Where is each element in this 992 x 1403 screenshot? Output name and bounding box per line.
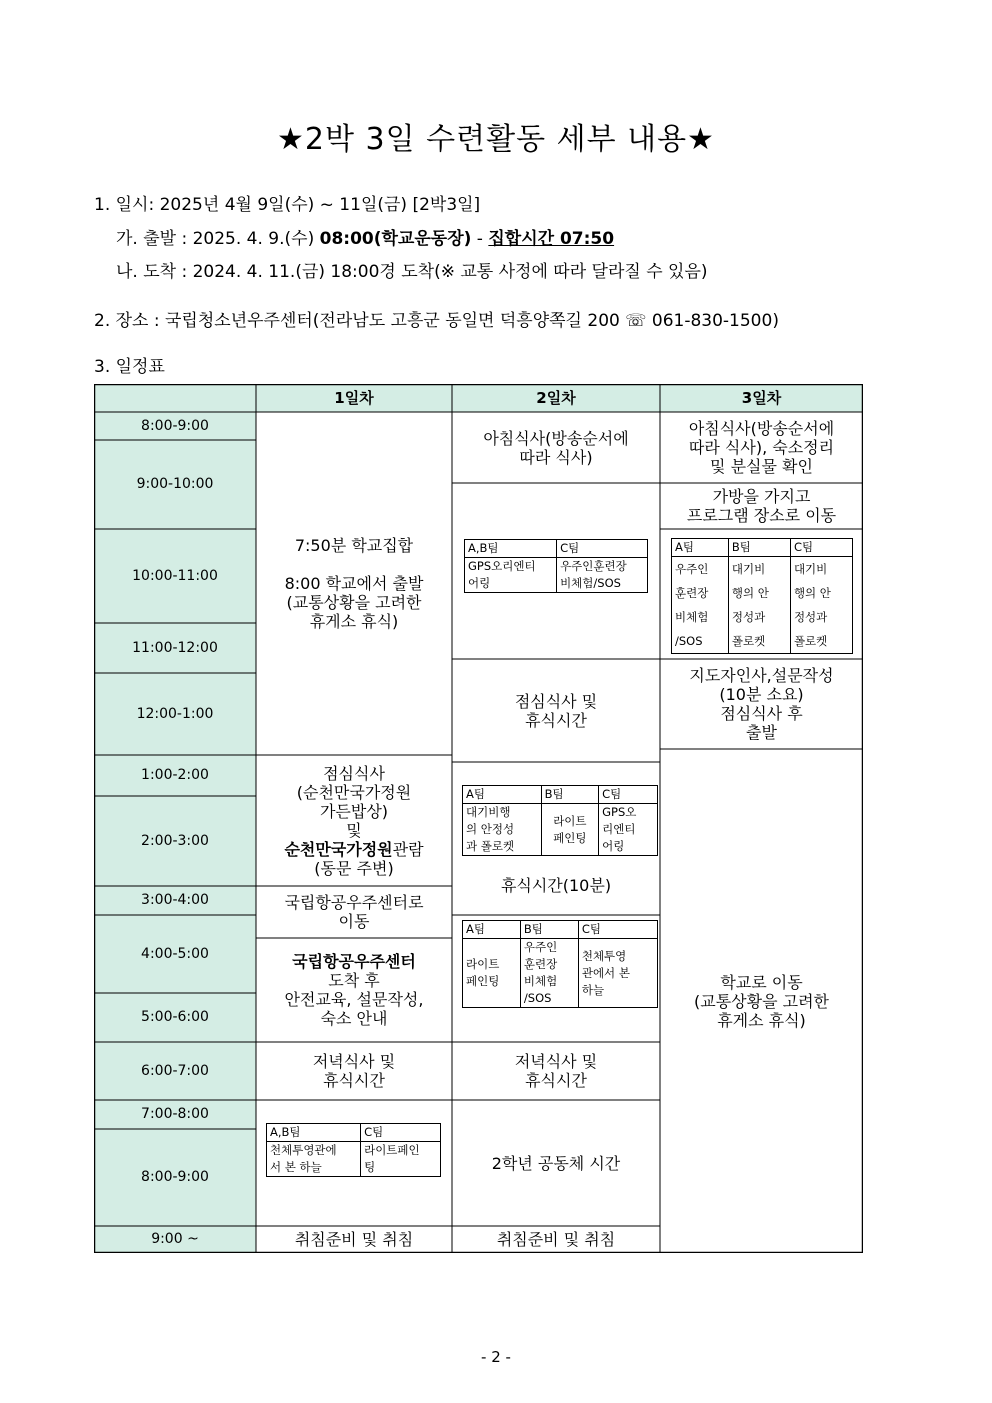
activity-cell — [541, 804, 599, 856]
day3-breakfast-line: 및 분실물 확인 — [710, 457, 813, 476]
activity-line: 하늘 — [581, 982, 605, 997]
page-title: ★2박 3일 수련활동 세부 내용★ — [277, 122, 715, 157]
team-header: C팀 — [790, 539, 852, 557]
day1-arrive-line: 안전교육, 설문작성, — [284, 990, 424, 1009]
activity-line: 훈련장 — [523, 957, 558, 971]
activity-line: 비체험 — [523, 974, 558, 988]
team-header: C팀 — [578, 921, 657, 939]
visit-word: 관람 — [392, 839, 424, 859]
day1-dinner-line: 저녁식사 및 — [312, 1052, 396, 1071]
activity-line: 페인팅 — [553, 830, 587, 845]
day2-afternoon-table2 — [462, 920, 658, 1008]
day2-morning-table — [464, 539, 648, 593]
time-slot: 4:00-5:00 — [141, 945, 209, 962]
activity-line: 관에서 본 — [581, 965, 630, 980]
day3-return-line: 학교로 이동 — [720, 972, 803, 992]
day2-breakfast-line: 아침식사(방송순서에 — [483, 428, 629, 448]
day1-sleep: 취침준비 및 취침 — [294, 1230, 414, 1249]
activity-line: 행의 안 — [731, 586, 769, 600]
date-line: 1. 일시: 2025년 4월 9일(수) ~ 11일(금) [2박3일] — [94, 195, 481, 215]
header-day3: 3일차 — [741, 388, 782, 407]
time-slot: 1:00-2:00 — [141, 767, 209, 783]
time-slot: 3:00-4:00 — [141, 892, 209, 908]
activity-line: 라이트페인 — [364, 1143, 420, 1157]
activity-line: 우주인 — [523, 940, 558, 954]
activity-cell — [557, 558, 648, 593]
day1-dinner-line: 휴식시간 — [323, 1071, 385, 1090]
day1-arrive-line: 도착 후 — [328, 971, 380, 990]
center-name: 국립항공우주센터 — [292, 952, 416, 971]
day3-closing-line: 점심식사 후 — [720, 704, 803, 723]
activity-line: 폴로켓 — [731, 634, 766, 648]
activity-line: 과 폴로켓 — [466, 839, 515, 853]
team-header: C팀 — [361, 1124, 441, 1142]
header-day2: 2일차 — [536, 388, 576, 407]
team-header: A팀 — [463, 921, 521, 939]
time-slot: 8:00-9:00 — [141, 1169, 209, 1185]
activity-cell — [361, 1142, 441, 1177]
day2-dinner — [452, 1042, 660, 1100]
day3-closing-line: (10분 소요) — [719, 685, 804, 704]
activity-line: 의 안정성 — [466, 822, 515, 836]
activity-cell — [465, 558, 557, 593]
activity-line: 페인팅 — [466, 974, 500, 988]
day3-closing-line: 지도자인사,설문작성 — [689, 666, 834, 685]
day3-return-line: (교통상황을 고려한 — [694, 991, 829, 1011]
day1-morning-line: 휴게소 휴식) — [309, 612, 399, 631]
activity-line: 팅 — [364, 1160, 376, 1174]
time-slot: 9:00-10:00 — [136, 476, 214, 492]
activity-line: 천체투영관에 — [270, 1143, 337, 1157]
header-day1: 1일차 — [334, 388, 374, 407]
time-slot: 8:00-9:00 — [141, 417, 209, 434]
day1-arrive-line: 숙소 안내 — [320, 1009, 388, 1028]
time-slot: 11:00-12:00 — [132, 639, 218, 656]
day3-breakfast-line: 따라 식사), 숙소정리 — [688, 438, 835, 457]
activity-line: 정성과 — [731, 610, 766, 624]
activity-line: GPS오리엔티 — [468, 559, 536, 573]
day2-dinner-line: 저녁식사 및 — [514, 1052, 598, 1071]
team-header: B팀 — [728, 539, 790, 557]
day3-move-line: 가방을 가지고 — [712, 487, 811, 506]
day2-break: 휴식시간(10분) — [500, 875, 612, 895]
time-slot: 12:00-1:00 — [136, 705, 214, 722]
day3-closing-line: 출발 — [746, 723, 777, 742]
activity-line: GPS오 — [602, 805, 637, 819]
time-slot: 9:00 ~ — [151, 1231, 199, 1247]
activity-line: 비체험 — [675, 610, 709, 624]
activity-line: 우주인 — [675, 562, 709, 576]
team-header: B팀 — [520, 921, 578, 939]
schedule-table — [94, 384, 863, 1253]
activity-line: 라이트 — [553, 813, 587, 828]
day1-lunch-line: 가든밥상) — [319, 801, 389, 821]
schedule-heading: 3. 일정표 — [94, 357, 165, 377]
depart-prefix: 가. 출발 : 2025. 4. 9.(수) — [116, 229, 320, 249]
activity-line: 폴로켓 — [793, 634, 828, 648]
day1-lunch — [256, 755, 452, 886]
day2-lunch — [452, 659, 660, 762]
day1-morning — [256, 412, 452, 755]
activity-line: 행의 안 — [793, 586, 831, 600]
activity-line: 훈련장 — [675, 586, 709, 600]
team-header: A팀 — [672, 539, 729, 557]
day2-breakfast — [452, 412, 660, 483]
activity-line: /SOS — [675, 634, 703, 648]
team-header: A팀 — [463, 786, 542, 804]
day3-return-line: 휴게소 휴식) — [717, 1010, 806, 1030]
day2-sleep: 취침준비 및 취침 — [496, 1230, 616, 1249]
activity-line: 서 본 하늘 — [270, 1160, 322, 1174]
team-header: C팀 — [557, 540, 648, 558]
activity-line: 어링 — [602, 839, 625, 853]
day3-move-line: 프로그램 장소로 이동 — [686, 506, 837, 525]
garden-name: 순천만국가정원 — [284, 839, 393, 859]
activity-line: 리엔티 — [602, 822, 636, 836]
activity-line: 어링 — [468, 576, 491, 590]
activity-cell — [520, 939, 578, 1008]
meet-time: 집합시간 07:50 — [488, 229, 615, 249]
team-header: B팀 — [541, 786, 599, 804]
day3-closing — [660, 659, 863, 749]
day1-lunch-line: 점심식사 — [323, 763, 385, 783]
day2-breakfast-line: 따라 식사) — [519, 447, 593, 467]
activity-line: /SOS — [523, 991, 552, 1005]
activity-cell — [267, 1142, 361, 1177]
activity-cell — [790, 557, 852, 654]
day3-return — [660, 749, 863, 1253]
activity-cell — [578, 939, 657, 1008]
day2-evening: 2학년 공동체 시간 — [491, 1153, 621, 1173]
activity-line: 대기비 — [731, 562, 766, 576]
place-line: 2. 장소 : 국립청소년우주센터(전라남도 고흥군 동일면 덕흥양쪽길 200 ☏ 061-830-1500) — [94, 311, 779, 331]
day1-lunch-line: (동문 주변) — [314, 858, 394, 878]
time-slot: 10:00-11:00 — [132, 567, 218, 584]
day1-move-line: 이동 — [338, 912, 370, 931]
team-header: A,B팀 — [465, 540, 557, 558]
activity-line: 대기비행 — [466, 805, 511, 819]
day3-move — [660, 483, 863, 529]
day1-morning-line: (교통상황을 고려한 — [286, 593, 422, 612]
day3-breakfast — [660, 412, 863, 483]
day3-breakfast-line: 아침식사(방송순서에 — [688, 419, 835, 438]
day1-arrive — [256, 938, 452, 1042]
activity-line: 정성과 — [793, 610, 828, 624]
activity-cell — [599, 804, 658, 856]
time-slot: 7:00-8:00 — [141, 1106, 209, 1122]
time-slot: 5:00-6:00 — [141, 1009, 209, 1025]
day1-lunch-visit — [284, 840, 423, 859]
activity-cell — [463, 804, 542, 856]
activity-line: 우주인훈련장 — [560, 559, 627, 573]
day3-morning-table — [671, 538, 853, 654]
day2-afternoon-table — [462, 785, 658, 856]
depart-place: 08:00(학교운동장) — [319, 229, 472, 249]
activity-cell — [672, 557, 729, 654]
team-header: A,B팀 — [267, 1124, 361, 1142]
activity-line: 대기비 — [793, 562, 828, 576]
activity-cell — [463, 939, 521, 1008]
activity-cell — [728, 557, 790, 654]
page-number: - 2 - — [481, 1348, 511, 1366]
depart-line — [116, 224, 614, 249]
activity-line: 비체험/SOS — [560, 576, 621, 590]
day1-dinner — [256, 1042, 452, 1100]
day1-move — [256, 886, 452, 938]
day2-lunch-line: 점심식사 및 — [514, 691, 598, 711]
time-slot: 2:00-3:00 — [141, 832, 209, 849]
day1-lunch-line: (순천만국가정원 — [296, 782, 412, 802]
day1-move-line: 국립항공우주센터로 — [284, 893, 424, 912]
day1-lunch-line: 및 — [346, 820, 362, 840]
depart-dash: - — [471, 229, 489, 249]
activity-line: 천체투영 — [581, 948, 627, 963]
day1-morning-line: 7:50분 학교집합 — [294, 536, 414, 555]
day2-lunch-line: 휴식시간 — [525, 710, 587, 730]
day2-dinner-line: 휴식시간 — [525, 1071, 587, 1090]
activity-line: 라이트 — [466, 957, 500, 971]
day1-evening-table — [266, 1123, 441, 1177]
arrive-line: 나. 도착 : 2024. 4. 11.(금) 18:00경 도착(※ 교통 사정에 따라 달라질 수 있음) — [116, 262, 708, 282]
time-slot: 6:00-7:00 — [141, 1062, 209, 1079]
day1-morning-line: 8:00 학교에서 출발 — [284, 574, 424, 593]
team-header: C팀 — [599, 786, 658, 804]
